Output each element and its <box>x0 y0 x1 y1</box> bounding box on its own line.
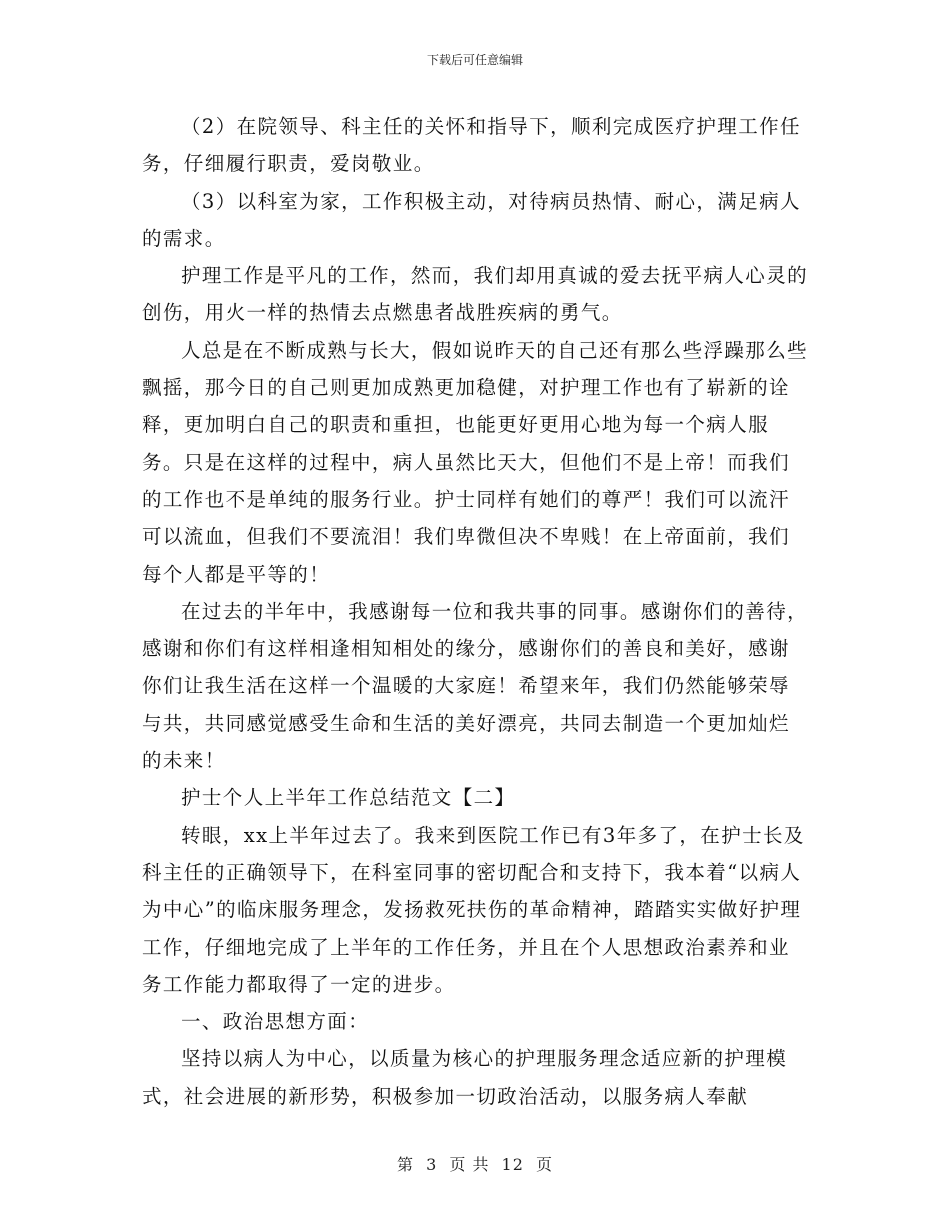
paragraph-thanks: 在过去的半年中，我感谢每一位和我共事的同事。感谢你们的善待，感谢和你们有这样相逢相知相处的缘分，感谢你们的善良和美好，感谢你们让我生活在这样一个温暖的大家庭！希望来年，我们仍然能够荣辱与共，共同感觉感受生命和生活的美好漂亮，共同去制造一个更加灿烂的未来！ <box>142 599 809 773</box>
paragraph-item-3: （3）以科室为家，工作积极主动，对待病员热情、耐心，满足病人的需求。 <box>142 189 801 250</box>
header-note: 下载后可任意编辑 <box>426 53 523 67</box>
paragraph-political: 坚持以病人为中心，以质量为核心的护理服务理念适应新的护理模式，社会进展的新形势，积极参加一切政治活动，以服务病人奉献 <box>142 1047 788 1108</box>
subheading-political: 一、政治思想方面： <box>181 1010 370 1034</box>
footer-middle: 页 共 <box>449 1155 490 1174</box>
paragraph-growth: 人总是在不断成熟与长大，假如说昨天的自己还有那么些浮躁那么些飘摇，那今日的自己则更加成熟更加稳健，对护理工作也有了崭新的诠释，更加明白自己的职责和重担，也能更好更用心地为每一个病人服务。只是在这样的过程中，病人虽然比天大，但他们不是上帝！而我们的工作也不是单纯的服务行业。护士同样有她们的尊严！我们可以流汗可以流血，但我们不要流泪！我们卑微但决不卑贱！在上帝面前，我们每个人都是平等的！ <box>142 338 809 586</box>
total-page-count: 12 <box>501 1155 524 1174</box>
page-header <box>0 52 950 68</box>
footer-suffix: 页 <box>536 1155 554 1174</box>
page-footer <box>0 1155 950 1175</box>
paragraph-nursing-work: 护理工作是平凡的工作，然而，我们却用真诚的爱去抚平病人心灵的创伤，用火一样的热情去点燃患者战胜疾病的勇气。 <box>142 264 809 325</box>
section-title: 护士个人上半年工作总结范文【二】 <box>181 786 516 810</box>
paragraph-intro: 转眼，xx上半年过去了。我来到医院工作已有3年多了，在护士长及科主任的正确领导下，在科室同事的密切配合和支持下，我本着“以病人为中心”的临床服务理念，发扬救死扶伤的革命精神，踏踏实实做好护理工作，仔细地完成了上半年的工作任务，并且在个人思想政治素养和业务工作能力都取得了一定的进步。 <box>142 823 805 996</box>
document-body <box>142 108 808 1115</box>
current-page-number: 3 <box>426 1155 438 1174</box>
footer-prefix: 第 <box>396 1155 414 1174</box>
paragraph-item-2: （2）在院领导、科主任的关怀和指导下，顺利完成医疗护理工作任务，仔细履行职责，爱岗敬业。 <box>142 115 801 176</box>
